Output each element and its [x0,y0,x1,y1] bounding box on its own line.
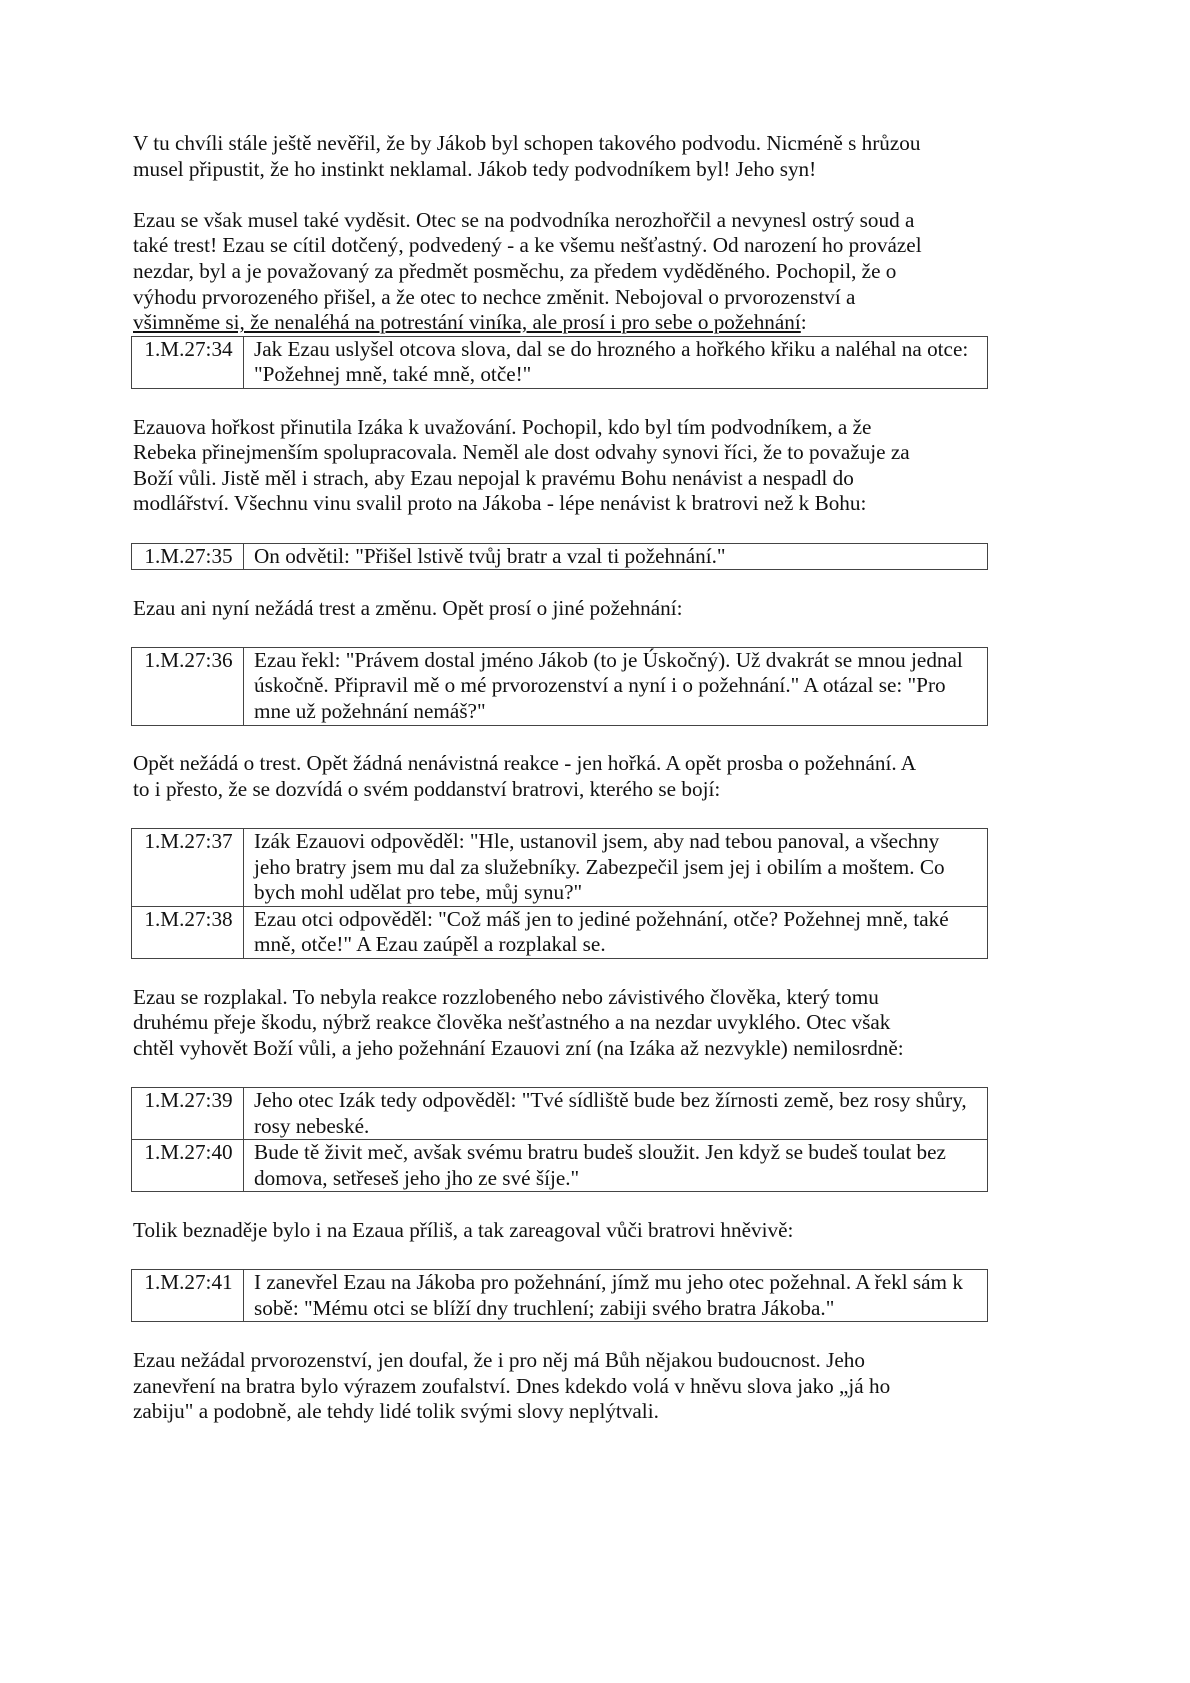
paragraph-5 [133,751,993,802]
verse-table [131,1087,988,1192]
verse-reference: 1.M.27:36 [132,647,244,725]
document-page [133,131,993,1425]
verse-row [132,1140,988,1192]
verse-row [132,336,988,388]
paragraph-6 [133,985,993,1062]
text-line: zabiju" a podobně, ale tehdy lidé tolik svými slovy neplýtvali. [133,1399,659,1424]
verse-row [132,647,988,725]
text-line: zanevření na bratra bylo výrazem zoufalství. Dnes kdekdo volá v hněvu slova jako „já ho [133,1373,891,1398]
text-line: také trest! Ezau se cítil dotčený, podvedený - a ke všemu nešťastný. Od narození ho provázel [133,233,922,258]
verse-row [132,906,988,958]
verse-reference: 1.M.27:41 [132,1270,244,1322]
paragraph-1 [133,131,993,182]
text-line: V tu chvíli stále ještě nevěřil, že by Jákob byl schopen takového podvodu. Nicméně s hrůzou [133,131,921,155]
verse-text: On odvětil: "Přišel lstivě tvůj bratr a vzal ti požehnání." [244,543,988,570]
text-line: Ezau se rozplakal. To nebyla reakce rozzlobeného nebo závistivého člověka, který tomu [133,984,879,1009]
text-line: výhodu prvorozeného přišel, a že otec to nechce změnit. Nebojoval o prvorozenství a [133,284,856,309]
verse-row [132,829,988,907]
verse-text: Bude tě živit meč, avšak svému bratru budeš sloužit. Jen když se budeš toulat bez domova, setřeseš jeho jho ze své šíje." [244,1140,988,1192]
text-line: Ezauova hořkost přinutila Izáka k uvažování. Pochopil, kdo byl tím podvodníkem, a že [133,414,872,439]
verse-row [132,543,988,570]
text-line: to i přesto, že se dozvídá o svém poddanství bratrovi, kterého se bojí: [133,776,721,801]
text-line: druhému přeje škodu, nýbrž reakce člověka nešťastného a na nezdar uvyklého. Otec však [133,1010,891,1035]
verse-text: Ezau otci odpověděl: "Což máš jen to jediné požehnání, otče? Požehnej mně, také mně, otče!" A Ezau zaúpěl a rozplakal se. [244,906,988,958]
verse-text: Jeho otec Izák tedy odpověděl: "Tvé sídliště bude bez žírnosti země, bez rosy shůry, rosy nebeské. [244,1087,988,1139]
paragraph-7 [133,1218,993,1244]
verse-reference: 1.M.27:37 [132,829,244,907]
verse-reference: 1.M.27:39 [132,1087,244,1139]
paragraph-8 [133,1348,993,1425]
text-line: Ezau se však musel také vyděsit. Otec se na podvodníka nerozhořčil a nevynesl ostrý soud a [133,207,915,232]
verse-reference: 1.M.27:38 [132,906,244,958]
text-line: modlářství. Všechnu vinu svalil proto na Jákoba - lépe nenávist k bratrovi než k Bohu: [133,491,867,516]
text-line: : [800,310,807,335]
verse-reference: 1.M.27:34 [132,336,244,388]
paragraph-2 [133,208,993,336]
paragraph-3 [133,415,993,517]
verse-table [131,1269,988,1322]
verse-text: I zanevřel Ezau na Jákoba pro požehnání, jímž mu jeho otec požehnal. A řekl sám k sobě: "Mému otci se blíží dny truchlení; zabiji svého bratra Jákoba." [244,1270,988,1322]
text-line: chtěl vyhovět Boží vůli, a jeho požehnání Ezauovi zní (na Izáka až nezvykle) nemilosrdně: [133,1035,904,1060]
text-line: Boží vůli. Jistě měl i strach, aby Ezau nepojal k pravému Bohu nenávist a nespadl do [133,465,854,490]
verse-text: Izák Ezauovi odpověděl: "Hle, ustanovil jsem, aby nad tebou panoval, a všechny jeho bratry jsem mu dal za služebníky. Zabezpečil jsem jej i obilím a moštem. Co bych mohl udělat pro tebe, můj synu?" [244,829,988,907]
verse-table [131,647,988,726]
text-line: Opět nežádá o trest. Opět žádná nenávistná reakce - jen hořká. A opět prosba o požehnání. A [133,751,917,776]
verse-row [132,1087,988,1139]
verse-reference: 1.M.27:35 [132,543,244,570]
underlined-text: všimněme si, že nenaléhá na potrestání viníka, ale prosí i pro sebe o požehnání [133,310,801,335]
text-line: Ezau ani nyní nežádá trest a změnu. Opět prosí o jiné požehnání: [133,595,683,620]
verse-table [131,828,988,959]
text-line: Ezau nežádal prvorozenství, jen doufal, že i pro něj má Bůh nějakou budoucnost. Jeho [133,1347,865,1372]
verse-text: Jak Ezau uslyšel otcova slova, dal se do hrozného a hořkého křiku a naléhal na otce: "Požehnej mně, také mně, otče!" [244,336,988,388]
text-line: nezdar, byl a je považovaný za předmět posměchu, za předem vyděděného. Pochopil, že o [133,258,897,283]
text-line: musel připustit, že ho instinkt neklamal. Jákob tedy podvodníkem byl! Jeho syn! [133,156,817,181]
text-line: Tolik beznaděje bylo i na Ezaua příliš, a tak zareagoval vůči bratrovi hněvivě: [133,1217,794,1242]
paragraph-4 [133,596,993,622]
text-line: Rebeka přinejmenším spolupracovala. Neměl ale dost odvahy synovi říci, že to považuje za [133,440,910,465]
verse-text: Ezau řekl: "Právem dostal jméno Jákob (to je Úskočný). Už dvakrát se mnou jednal úskočně. Připravil mě o mé prvorozenství a nyní i o požehnání." A otázal se: "Pro mne už požehnání nemáš?" [244,647,988,725]
verse-reference: 1.M.27:40 [132,1140,244,1192]
verse-row [132,1270,988,1322]
verse-table [131,543,988,571]
verse-table [131,336,988,389]
